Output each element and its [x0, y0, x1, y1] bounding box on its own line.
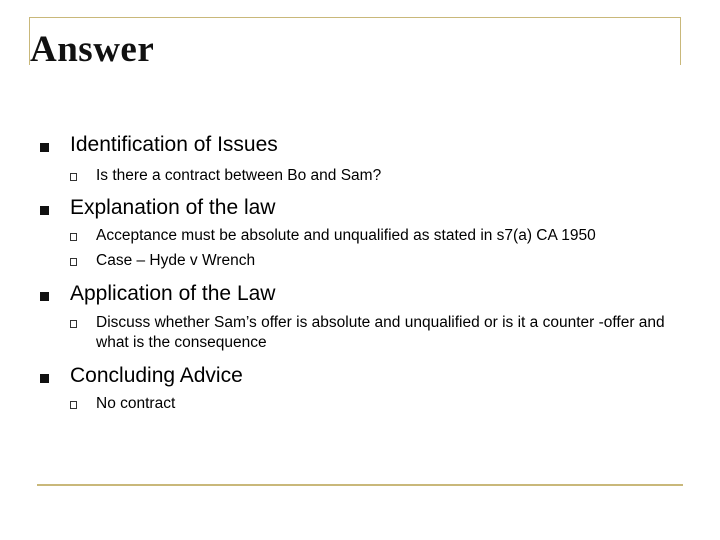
square-bullet-icon — [40, 292, 49, 301]
hollow-square-bullet-icon — [70, 258, 77, 266]
bullet-heading: Application of the Law — [70, 282, 276, 305]
hollow-square-bullet-icon — [70, 173, 77, 181]
square-bullet-icon — [40, 374, 49, 383]
square-bullet-icon — [40, 143, 49, 152]
hollow-square-bullet-icon — [70, 401, 77, 409]
sub-bullet-text: Case – Hyde v Wrench — [96, 252, 256, 269]
hollow-square-bullet-icon — [70, 320, 77, 328]
sub-bullet-text: Acceptance must be absolute and unqualified as stated in s7(a) CA 1950 — [96, 227, 596, 244]
sub-bullet-text: No contract — [96, 395, 176, 412]
bullet-heading: Explanation of the law — [70, 196, 276, 219]
footer-rule — [37, 484, 683, 486]
slide-title: Answer — [30, 29, 155, 70]
sub-bullet-text: Is there a contract between Bo and Sam? — [96, 167, 382, 184]
bullet-heading: Concluding Advice — [70, 364, 243, 387]
bullet-heading: Identification of Issues — [70, 133, 278, 156]
hollow-square-bullet-icon — [70, 233, 77, 241]
sub-bullet-text: Discuss whether Sam’s offer is absolute and unqualified or is it a counter -offer and what is the consequence — [96, 314, 665, 351]
square-bullet-icon — [40, 206, 49, 215]
